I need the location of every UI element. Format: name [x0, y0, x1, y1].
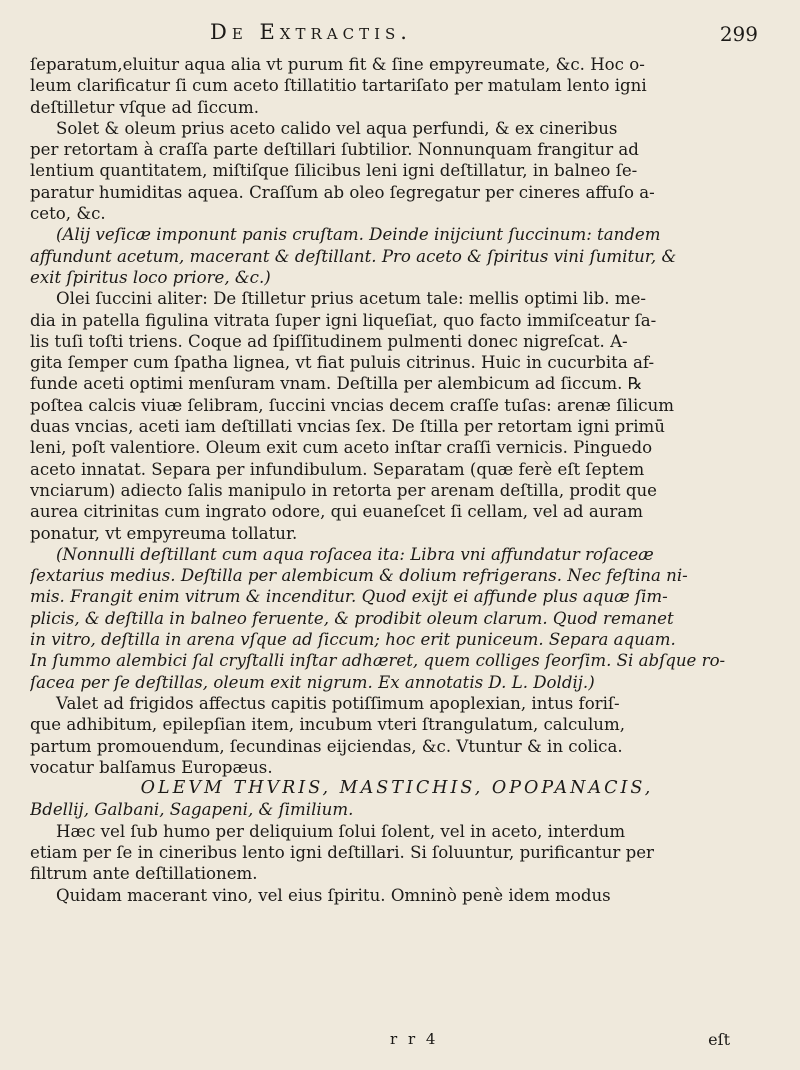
text-line: aceto innatat. Separa per infundibulum. Separatam (quæ ferè eſt ſeptem [30, 459, 645, 479]
text-line: etiam per ſe in cineribus lento igni deſtillari. Si ſoluuntur, purificantur per [30, 842, 654, 862]
signature-mark: r r 4 [390, 1030, 439, 1048]
text-line: (Alij veſicæ imponunt panis cruſtam. Deinde inijciunt ſuccinum: tandem [56, 225, 661, 245]
text-line: Olei ſuccini aliter: De ſtilletur prius acetum tale: mellis optimi lib. me- [56, 289, 646, 309]
text-line: duas vncias, aceti iam deſtillati vncias ſex. De ſtilla per retortam igni primū [30, 417, 665, 437]
text-line: exit ſpiritus loco priore, &c.) [30, 267, 271, 287]
text-line: plicis, & deſtilla in balneo feruente, & prodibit oleum clarum. Quod remanet [30, 608, 674, 628]
text-line: lentium quantitatem, miſtiſque ſilicibus leni igni deſtillatur, in balneo ſe- [30, 161, 638, 181]
text-line: paratur humiditas aquea. Craſſum ab oleo ſegregatur per cineres affuſo a- [30, 182, 655, 202]
text-line: lis tuſi toſti triens. Coque ad ſpiſſitudinem pulmenti donec nigreſcat. A- [30, 331, 628, 351]
text-line: ſacea per ſe deſtillas, oleum exit nigrum. Ex annotatis D. L. Doldij.) [30, 672, 595, 692]
text-line: leum clarificatur ſi cum aceto ſtillatitio tartariſato per matulam lento igni [30, 76, 647, 96]
text-line: mis. Frangit enim vitrum & incenditur. Quod exijt ei affunde plus aquæ ſim- [30, 587, 668, 607]
text-line: poſtea calcis viuæ ſelibram, ſuccini vncias decem craſſe tuſas: arenæ ſilicum [30, 395, 674, 415]
page-header [0, 14, 800, 54]
text-line: ſextarius medius. Deſtilla per alembicum & dolium refrigerans. Nec feſtina ni- [30, 566, 688, 586]
page-footer [0, 1030, 800, 1060]
text-line: (Nonnulli deſtillant cum aqua roſacea ita: Libra vni affundatur roſaceæ [56, 544, 654, 564]
text-line: Quidam macerant vino, vel eius ſpiritu. Omninò penè idem modus [56, 885, 611, 905]
body-text [30, 54, 764, 906]
text-line: aurea citrinitas cum ingrato odore, qui euaneſcet ſi cellam, vel ad auram [30, 502, 643, 522]
text-line: gita ſemper cum ſpatha lignea, vt fiat puluis citrinus. Huic in cucurbita af- [30, 353, 655, 373]
catchword: eſt [708, 1030, 730, 1049]
text-line: affundunt acetum, macerant & deſtillant. Pro aceto & ſpiritus vini ſumitur, & [30, 246, 677, 266]
text-line: per retortam à craſſa parte deſtillari ſubtilior. Nonnunquam frangitur ad [30, 140, 639, 160]
text-line: In ſummo alembici ſal cryſtalli inſtar adhæret, quem colliges ſeorſim. Si abſque ro- [30, 651, 726, 671]
text-line: leni, poſt valentiore. Oleum exit cum aceto inſtar craſſi vernicis. Pinguedo [30, 438, 653, 458]
text-line: Solet & oleum prius aceto calido vel aqua perfundi, & ex cineribus [56, 118, 618, 138]
running-title: De Extractis. [210, 20, 412, 44]
text-line: Hæc vel ſub humo per deliquium ſolui ſolent, vel in aceto, interdum [56, 821, 626, 841]
page-number: 299 [719, 22, 758, 46]
text-line: ceto, &c. [30, 204, 106, 224]
text-line: vnciarum) adiecto ſalis manipulo in retorta per arenam deſtilla, prodit que [30, 480, 657, 500]
text-line: in vitro, deſtilla in arena vſque ad ſiccum; hoc erit puniceum. Separa aquam. [30, 630, 676, 650]
text-line: dia in patella figulina vitrata ſuper igni liqueſiat, quo facto immiſceatur ſa- [30, 310, 657, 330]
text-line: partum promouendum, ſecundinas eijciendas, &c. Vtuntur & in colica. [30, 736, 623, 756]
text-line: vocatur balſamus Europæus. [30, 757, 273, 777]
text-line: deſtilletur vſque ad ſiccum. [30, 97, 259, 117]
text-line: filtrum ante deſtillationem. [30, 864, 258, 884]
text-line: ſeparatum,eluitur aqua alia vt purum fit & ſine empyreumate, &c. Hoc o- [30, 55, 645, 74]
text-line: OLEVM THVRIS, MASTICHIS, OPOPANACIS, [140, 778, 654, 799]
text-line: Valet ad frigidos affectus capitis potiſſimum apoplexian, intus foriſ- [56, 693, 620, 713]
text-line: funde aceti optimi menſuram vnam. Deſtilla per alembicum ad ſiccum. ℞ [30, 374, 643, 394]
text-line: ponatur, vt empyreuma tollatur. [30, 523, 298, 543]
text-line: Bdellij, Galbani, Sagapeni, & ſimilium. [30, 800, 354, 820]
text-line: que adhibitum, epilepſian item, incubum vteri ſtrangulatum, calculum, [30, 715, 625, 735]
